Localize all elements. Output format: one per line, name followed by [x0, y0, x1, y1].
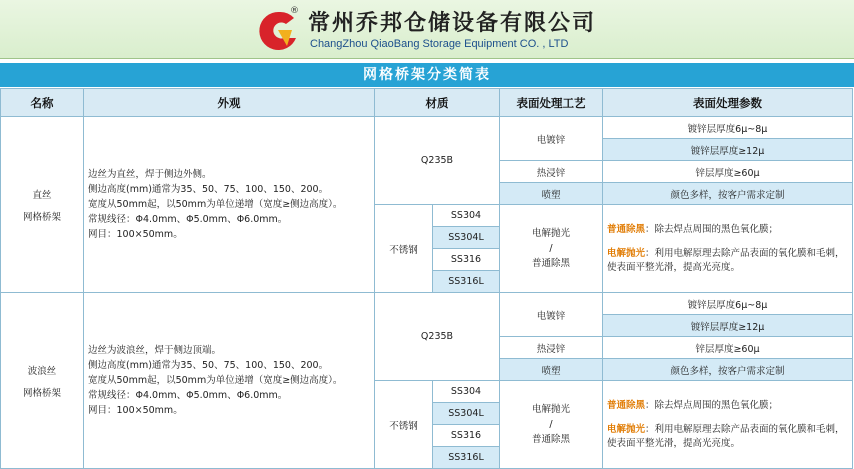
grade-cell: SS316L	[433, 447, 500, 469]
process-hot-cell: 热浸锌	[500, 161, 603, 183]
appearance-cell	[84, 293, 375, 469]
process-galv-cell: 电镀锌	[500, 117, 603, 161]
process-polish-line3: 普通除黑	[531, 258, 570, 269]
process-spray-cell: 喷塑	[500, 359, 603, 381]
process-polish-line1: 电解抛光	[531, 404, 570, 415]
treatment-deblack-text: ：除去焊点周围的黑色氧化膜；	[645, 223, 779, 235]
col-header-process: 表面处理工艺	[500, 89, 603, 117]
grade-cell: SS316	[433, 425, 500, 447]
product-name-line2: 网格桥架	[22, 387, 61, 399]
material-q235-cell: Q235B	[375, 117, 500, 205]
appearance-line: 常规线径：Φ4.0mm、Φ5.0mm、Φ6.0mm。	[88, 390, 288, 401]
appearance-line: 侧边高度(mm)通常为35、50、75、100、150、200。	[88, 184, 329, 195]
param-polish-cell	[603, 381, 853, 469]
product-name-line2: 网格桥架	[22, 211, 61, 223]
process-galv-cell: 电镀锌	[500, 293, 603, 337]
product-name-cell	[1, 117, 84, 293]
appearance-line: 常规线径：Φ4.0mm、Φ5.0mm、Φ6.0mm。	[88, 214, 288, 225]
company-name-cn: 常州乔邦仓储设备有限公司	[308, 10, 597, 36]
grade-cell: SS304	[433, 381, 500, 403]
grade-cell: SS316	[433, 249, 500, 271]
material-q235-cell: Q235B	[375, 293, 500, 381]
treatment-polish-text: ：利用电解原理去除产品表面的氧化膜和毛刺，使表面平整光滑，提高光亮度。	[607, 247, 845, 273]
appearance-line: 边丝为波浪丝，焊于侧边顶端。	[88, 345, 222, 356]
param-spray-cell: 颜色多样，按客户需求定制	[603, 183, 853, 205]
col-header-params: 表面处理参数	[603, 89, 853, 117]
table-row	[1, 293, 853, 315]
company-name-en: ChangZhou QiaoBang Storage Equipment CO. , LTD	[310, 38, 569, 50]
grade-cell: SS304L	[433, 403, 500, 425]
appearance-cell	[84, 117, 375, 293]
appearance-line: 侧边高度(mm)通常为35、50、75、100、150、200。	[88, 360, 329, 371]
product-name-line1: 直丝	[32, 189, 52, 201]
param-polish-cell	[603, 205, 853, 293]
treatment-polish-label: 电解抛光	[607, 247, 646, 259]
treatment-polish-label: 电解抛光	[607, 423, 646, 435]
table-title: 网格桥架分类简表	[0, 63, 854, 87]
process-polish-line2: /	[549, 419, 553, 430]
param-galv-1-cell: 镀锌层厚度6μ~8μ	[603, 117, 853, 139]
appearance-line: 宽度从50mm起，以50mm为单位递增（宽度≥侧边高度）。	[88, 199, 343, 210]
process-polish-line1: 电解抛光	[531, 228, 570, 239]
material-stainless-cell: 不锈钢	[375, 205, 433, 293]
registered-mark: ®	[290, 6, 299, 16]
param-spray-cell: 颜色多样，按客户需求定制	[603, 359, 853, 381]
grade-cell: SS304L	[433, 227, 500, 249]
process-polish-line3: 普通除黑	[531, 434, 570, 445]
treatment-deblack-line	[607, 223, 848, 237]
product-name-cell	[1, 293, 84, 469]
process-spray-cell: 喷塑	[500, 183, 603, 205]
material-stainless-cell: 不锈钢	[375, 381, 433, 469]
process-polish-line2: /	[549, 243, 553, 254]
process-polish-cell	[500, 205, 603, 293]
grade-cell: SS304	[433, 205, 500, 227]
treatment-polish-line	[607, 247, 848, 275]
treatment-deblack-label: 普通除黑	[607, 223, 646, 235]
col-header-material: 材质	[375, 89, 500, 117]
header-row	[1, 89, 853, 117]
param-galv-2-cell: 镀锌层厚度≥12μ	[603, 139, 853, 161]
param-hot-cell: 锌层厚度≥60μ	[603, 161, 853, 183]
treatment-polish-line	[607, 423, 848, 451]
treatment-deblack-text: ：除去焊点周围的黑色氧化膜；	[645, 399, 779, 411]
table-row	[1, 117, 853, 139]
col-header-appearance: 外观	[84, 89, 375, 117]
process-hot-cell: 热浸锌	[500, 337, 603, 359]
classification-table	[0, 88, 853, 469]
appearance-line: 宽度从50mm起，以50mm为单位递增（宽度≥侧边高度）。	[88, 375, 343, 386]
treatment-deblack-label: 普通除黑	[607, 399, 646, 411]
treatment-deblack-line	[607, 399, 848, 413]
appearance-line: 网目：100×50mm。	[88, 405, 183, 416]
appearance-line: 边丝为直丝，焊于侧边外侧。	[88, 169, 212, 180]
appearance-line: 网目：100×50mm。	[88, 229, 183, 240]
company-header	[0, 0, 854, 59]
treatment-polish-text: ：利用电解原理去除产品表面的氧化膜和毛刺，使表面平整光滑，提高光亮度。	[607, 423, 845, 449]
grade-cell: SS316L	[433, 271, 500, 293]
col-header-name: 名称	[1, 89, 84, 117]
product-name-line1: 波浪丝	[27, 365, 57, 377]
param-hot-cell: 锌层厚度≥60μ	[603, 337, 853, 359]
process-polish-cell	[500, 381, 603, 469]
param-galv-2-cell: 镀锌层厚度≥12μ	[603, 315, 853, 337]
param-galv-1-cell: 镀锌层厚度6μ~8μ	[603, 293, 853, 315]
